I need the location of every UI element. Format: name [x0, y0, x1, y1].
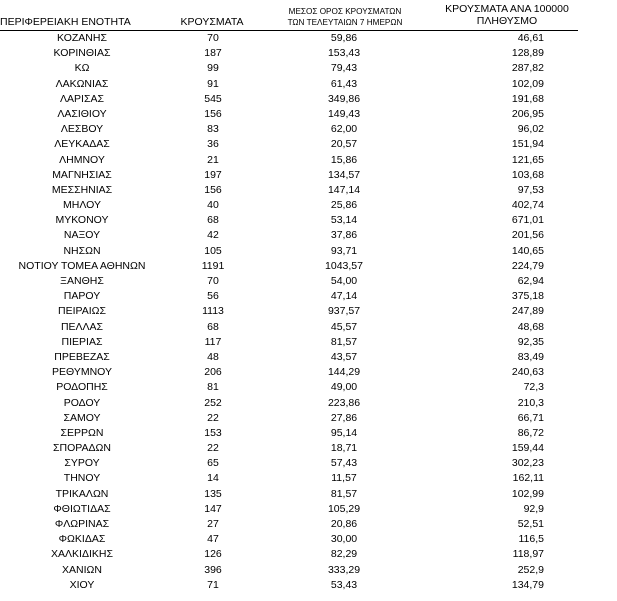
cell-seven-day-average: 20,86 [330, 518, 358, 530]
cell-cases: 1113 [202, 305, 224, 318]
cell-cases: 153 [204, 426, 222, 439]
table-row [0, 31, 617, 46]
table-row [0, 213, 617, 228]
cell-seven-day-average: 62,00 [330, 123, 358, 136]
cell-seven-day-average: 30,00 [330, 533, 358, 546]
cell-seven-day-average: 105,29 [327, 502, 361, 515]
cell-region: ΚΩ [74, 62, 90, 75]
cell-cases-per-100000: 52,51 [517, 518, 544, 530]
cell-cases-per-100000: 151,94 [511, 138, 544, 151]
table-row [0, 350, 617, 365]
cell-cases-per-100000: 247,89 [511, 305, 544, 318]
cell-seven-day-average: 27,86 [330, 411, 358, 424]
cell-cases: 396 [204, 563, 222, 576]
cell-cases: 156 [204, 107, 222, 120]
cell-cases-per-100000: 48,68 [517, 320, 544, 333]
cell-cases-per-100000: 191,68 [511, 92, 544, 105]
cell-region: ΛΑΡΙΣΑΣ [60, 92, 104, 105]
table-row [0, 502, 617, 517]
header-avg-line2: ΤΩΝ ΤΕΛΕΥΤΑΙΩΝ 7 ΗΜΕΡΩΝ [287, 17, 403, 27]
table-body [0, 31, 617, 593]
cell-region: ΞΑΝΘΗΣ [60, 275, 104, 287]
header-avg-line1: ΜΕΣΟΣ ΟΡΟΣ ΚΡΟΥΣΜΑΤΩΝ [288, 7, 402, 16]
header-region: ΠΕΡΙΦΕΡΕΙΑΚΗ ΕΝΟΤΗΤΑ [0, 16, 131, 28]
cell-cases-per-100000: 671,01 [511, 214, 544, 227]
table-row [0, 396, 617, 411]
cell-region: ΡΕΘΥΜΝΟΥ [51, 366, 112, 379]
cell-cases: 68 [207, 320, 219, 333]
cell-region: ΚΟΖΑΝΗΣ [57, 32, 107, 44]
cell-region: ΜΗΛΟΥ [63, 199, 101, 212]
cell-cases: 117 [204, 335, 222, 348]
cell-cases: 105 [204, 244, 222, 257]
cell-region: ΝΗΣΩΝ [63, 244, 101, 257]
cell-cases-per-100000: 92,35 [517, 335, 544, 348]
table-row [0, 183, 617, 198]
cell-region: ΦΩΚΙΔΑΣ [58, 533, 106, 546]
cell-cases: 83 [207, 123, 219, 136]
cell-cases: 156 [204, 183, 222, 196]
cell-region: ΦΛΩΡΙΝΑΣ [54, 518, 110, 530]
cell-seven-day-average: 144,29 [327, 366, 361, 379]
cell-region: ΝΑΞΟΥ [63, 229, 101, 242]
cell-region: ΠΙΕΡΙΑΣ [61, 335, 103, 348]
cell-cases-per-100000: 97,53 [517, 183, 544, 196]
table-row [0, 578, 617, 593]
cell-region: ΧΑΛΚΙΔΙΚΗΣ [51, 548, 113, 561]
cell-region: ΠΑΡΟΥ [63, 290, 101, 303]
cell-cases-per-100000: 83,49 [517, 350, 544, 363]
cell-cases-per-100000: 86,72 [517, 426, 544, 439]
cell-seven-day-average: 25,86 [330, 199, 358, 212]
table-row [0, 153, 617, 168]
cell-cases: 65 [207, 457, 219, 470]
cell-seven-day-average: 43,57 [330, 350, 358, 363]
cell-region: ΣΕΡΡΩΝ [60, 426, 104, 439]
table-row [0, 365, 617, 380]
cell-region: ΛΗΜΝΟΥ [59, 153, 105, 166]
cell-seven-day-average: 147,14 [327, 183, 361, 196]
cell-cases-per-100000: 121,65 [511, 153, 544, 166]
table-row [0, 228, 617, 243]
cell-cases: 1191 [201, 259, 225, 272]
cell-cases: 47 [207, 533, 219, 546]
table-row [0, 426, 617, 441]
cell-seven-day-average: 45,57 [330, 320, 358, 333]
table-row [0, 411, 617, 426]
cell-seven-day-average: 59,86 [330, 32, 358, 44]
cell-cases-per-100000: 287,82 [511, 62, 544, 75]
cell-region: ΡΟΔΟΥ [63, 396, 101, 409]
table-row [0, 532, 617, 547]
cell-cases-per-100000: 159,44 [511, 442, 544, 455]
table-row [0, 244, 617, 259]
table-row [0, 304, 617, 319]
cell-cases-per-100000: 210,3 [517, 396, 544, 409]
cell-cases-per-100000: 62,94 [517, 275, 544, 287]
cell-seven-day-average: 49,00 [330, 381, 358, 394]
cell-region: ΠΡΕΒΕΖΑΣ [54, 350, 110, 363]
cell-cases-per-100000: 162,11 [512, 472, 544, 485]
cell-region: ΦΘΙΩΤΙΔΑΣ [53, 502, 111, 515]
table-row [0, 61, 617, 76]
cell-seven-day-average: 18,71 [330, 442, 358, 455]
cell-region: ΧΙΟΥ [69, 578, 95, 591]
cell-cases: 187 [204, 47, 222, 60]
table-row [0, 380, 617, 395]
cell-cases: 56 [207, 290, 219, 303]
cell-cases-per-100000: 375,18 [511, 290, 544, 303]
cell-cases-per-100000: 134,79 [511, 578, 544, 591]
cell-cases-per-100000: 402,74 [511, 199, 544, 212]
cell-cases: 206 [204, 366, 222, 379]
cell-cases: 36 [207, 138, 219, 151]
cell-region: ΠΕΙΡΑΙΩΣ [58, 305, 106, 318]
cell-cases-per-100000: 46,61 [517, 32, 544, 44]
table-row [0, 487, 617, 502]
cell-seven-day-average: 61,43 [330, 77, 358, 90]
cell-cases-per-100000: 140,65 [511, 244, 544, 257]
cell-seven-day-average: 37,86 [330, 229, 358, 242]
cell-cases-per-100000: 224,79 [511, 259, 544, 272]
table-row [0, 259, 617, 274]
table-row [0, 471, 617, 486]
cell-seven-day-average: 153,43 [327, 47, 361, 60]
cell-region: ΣΠΟΡΑΔΩΝ [53, 442, 111, 455]
cell-cases: 21 [207, 153, 219, 166]
cell-seven-day-average: 82,29 [330, 548, 358, 561]
cell-seven-day-average: 57,43 [330, 457, 358, 470]
header-per-line1: ΚΡΟΥΣΜΑΤΑ ΑΝΑ 100000 [445, 3, 569, 15]
cell-cases: 68 [207, 214, 219, 227]
cell-cases-per-100000: 252,9 [517, 563, 544, 576]
cell-cases: 252 [204, 396, 222, 409]
header-cases: ΚΡΟΥΣΜΑΤΑ [180, 16, 244, 28]
cell-seven-day-average: 937,57 [327, 305, 361, 318]
cell-region: ΛΑΣΙΘΙΟΥ [57, 107, 107, 120]
cell-cases-per-100000: 66,71 [517, 411, 544, 424]
cell-seven-day-average: 223,86 [327, 396, 361, 409]
cell-cases: 22 [207, 442, 219, 455]
cell-cases-per-100000: 302,23 [511, 457, 544, 470]
table-row [0, 137, 617, 152]
table-row [0, 441, 617, 456]
cell-seven-day-average: 81,57 [330, 487, 358, 500]
cell-seven-day-average: 1043,57 [325, 259, 363, 272]
cell-cases-per-100000: 116,5 [518, 533, 544, 546]
cell-seven-day-average: 47,14 [330, 290, 358, 303]
cell-region: ΜΑΓΝΗΣΙΑΣ [52, 168, 112, 181]
cell-cases-per-100000: 128,89 [511, 47, 544, 60]
cell-region: ΛΕΥΚΑΔΑΣ [54, 138, 110, 151]
cell-region: ΧΑΝΙΩΝ [62, 563, 102, 576]
cell-region: ΠΕΛΛΑΣ [60, 320, 104, 333]
cell-cases: 27 [207, 518, 219, 530]
cell-region: ΣΥΡΟΥ [64, 457, 100, 470]
table-row [0, 122, 617, 137]
cell-seven-day-average: 54,00 [330, 275, 358, 287]
cell-seven-day-average: 95,14 [330, 426, 358, 439]
table-row [0, 46, 617, 61]
cell-seven-day-average: 11,57 [331, 472, 357, 485]
cell-seven-day-average: 53,14 [330, 214, 358, 227]
cell-cases: 22 [207, 411, 219, 424]
cell-region: ΤΗΝΟΥ [63, 472, 101, 485]
cell-cases: 147 [204, 502, 222, 515]
cell-cases: 42 [207, 229, 219, 242]
cell-region: ΣΑΜΟΥ [63, 411, 101, 424]
cell-cases-per-100000: 72,3 [523, 381, 544, 394]
cell-cases-per-100000: 206,95 [511, 107, 544, 120]
cell-cases: 48 [207, 350, 219, 363]
cell-seven-day-average: 134,57 [327, 168, 361, 181]
header-per-line2: ΠΛΗΘΥΣΜΟ [476, 15, 538, 27]
cell-cases: 91 [207, 77, 219, 90]
table-row [0, 517, 617, 532]
table-row [0, 335, 617, 350]
cell-cases: 197 [204, 168, 222, 181]
cell-cases: 71 [207, 578, 219, 591]
cell-region: ΝΟΤΙΟΥ ΤΟΜΕΑ ΑΘΗΝΩΝ [18, 259, 146, 272]
cell-cases: 126 [204, 548, 222, 561]
cell-cases: 545 [204, 92, 222, 105]
table-row [0, 198, 617, 213]
table-row [0, 77, 617, 92]
cell-seven-day-average: 93,71 [330, 244, 358, 257]
cell-cases: 70 [207, 275, 219, 287]
cell-seven-day-average: 349,86 [327, 92, 361, 105]
cell-region: ΛΑΚΩΝΙΑΣ [55, 77, 109, 90]
cell-seven-day-average: 79,43 [330, 62, 358, 75]
cell-seven-day-average: 20,57 [330, 138, 358, 151]
cell-region: ΜΥΚΟΝΟΥ [55, 214, 109, 227]
header-cases-per-100000 [432, 3, 582, 27]
cell-cases-per-100000: 92,9 [523, 502, 544, 515]
cell-seven-day-average: 15,86 [330, 153, 358, 166]
cell-region: ΤΡΙΚΑΛΩΝ [55, 487, 109, 500]
table-row [0, 92, 617, 107]
table-row [0, 563, 617, 578]
header-seven-day-average [268, 7, 422, 28]
cell-region: ΚΟΡΙΝΘΙΑΣ [53, 47, 111, 60]
table-row [0, 168, 617, 183]
cell-region: ΛΕΣΒΟΥ [60, 123, 104, 136]
table-row [0, 547, 617, 562]
table-row [0, 456, 617, 471]
table-row [0, 320, 617, 335]
cell-cases-per-100000: 102,09 [511, 77, 544, 90]
cell-cases: 81 [207, 381, 219, 394]
cell-cases-per-100000: 96,02 [517, 123, 544, 136]
table-row [0, 274, 617, 289]
table-row [0, 289, 617, 304]
cell-cases-per-100000: 118,97 [512, 548, 544, 561]
cell-seven-day-average: 81,57 [330, 335, 358, 348]
cell-cases: 70 [207, 32, 219, 44]
cell-cases: 14 [207, 472, 219, 485]
cell-seven-day-average: 333,29 [327, 563, 361, 576]
cell-cases: 99 [207, 62, 219, 75]
table-row [0, 107, 617, 122]
cell-cases: 40 [207, 199, 219, 212]
cell-cases-per-100000: 201,56 [511, 229, 544, 242]
cell-cases: 135 [204, 487, 222, 500]
cell-cases-per-100000: 102,99 [511, 487, 544, 500]
cell-region: ΜΕΣΣΗΝΙΑΣ [51, 183, 113, 196]
cell-cases-per-100000: 103,68 [511, 168, 544, 181]
cell-region: ΡΟΔΟΠΗΣ [56, 381, 108, 394]
cell-seven-day-average: 149,43 [327, 107, 361, 120]
cell-cases-per-100000: 240,63 [511, 366, 544, 379]
cell-seven-day-average: 53,43 [330, 578, 358, 591]
